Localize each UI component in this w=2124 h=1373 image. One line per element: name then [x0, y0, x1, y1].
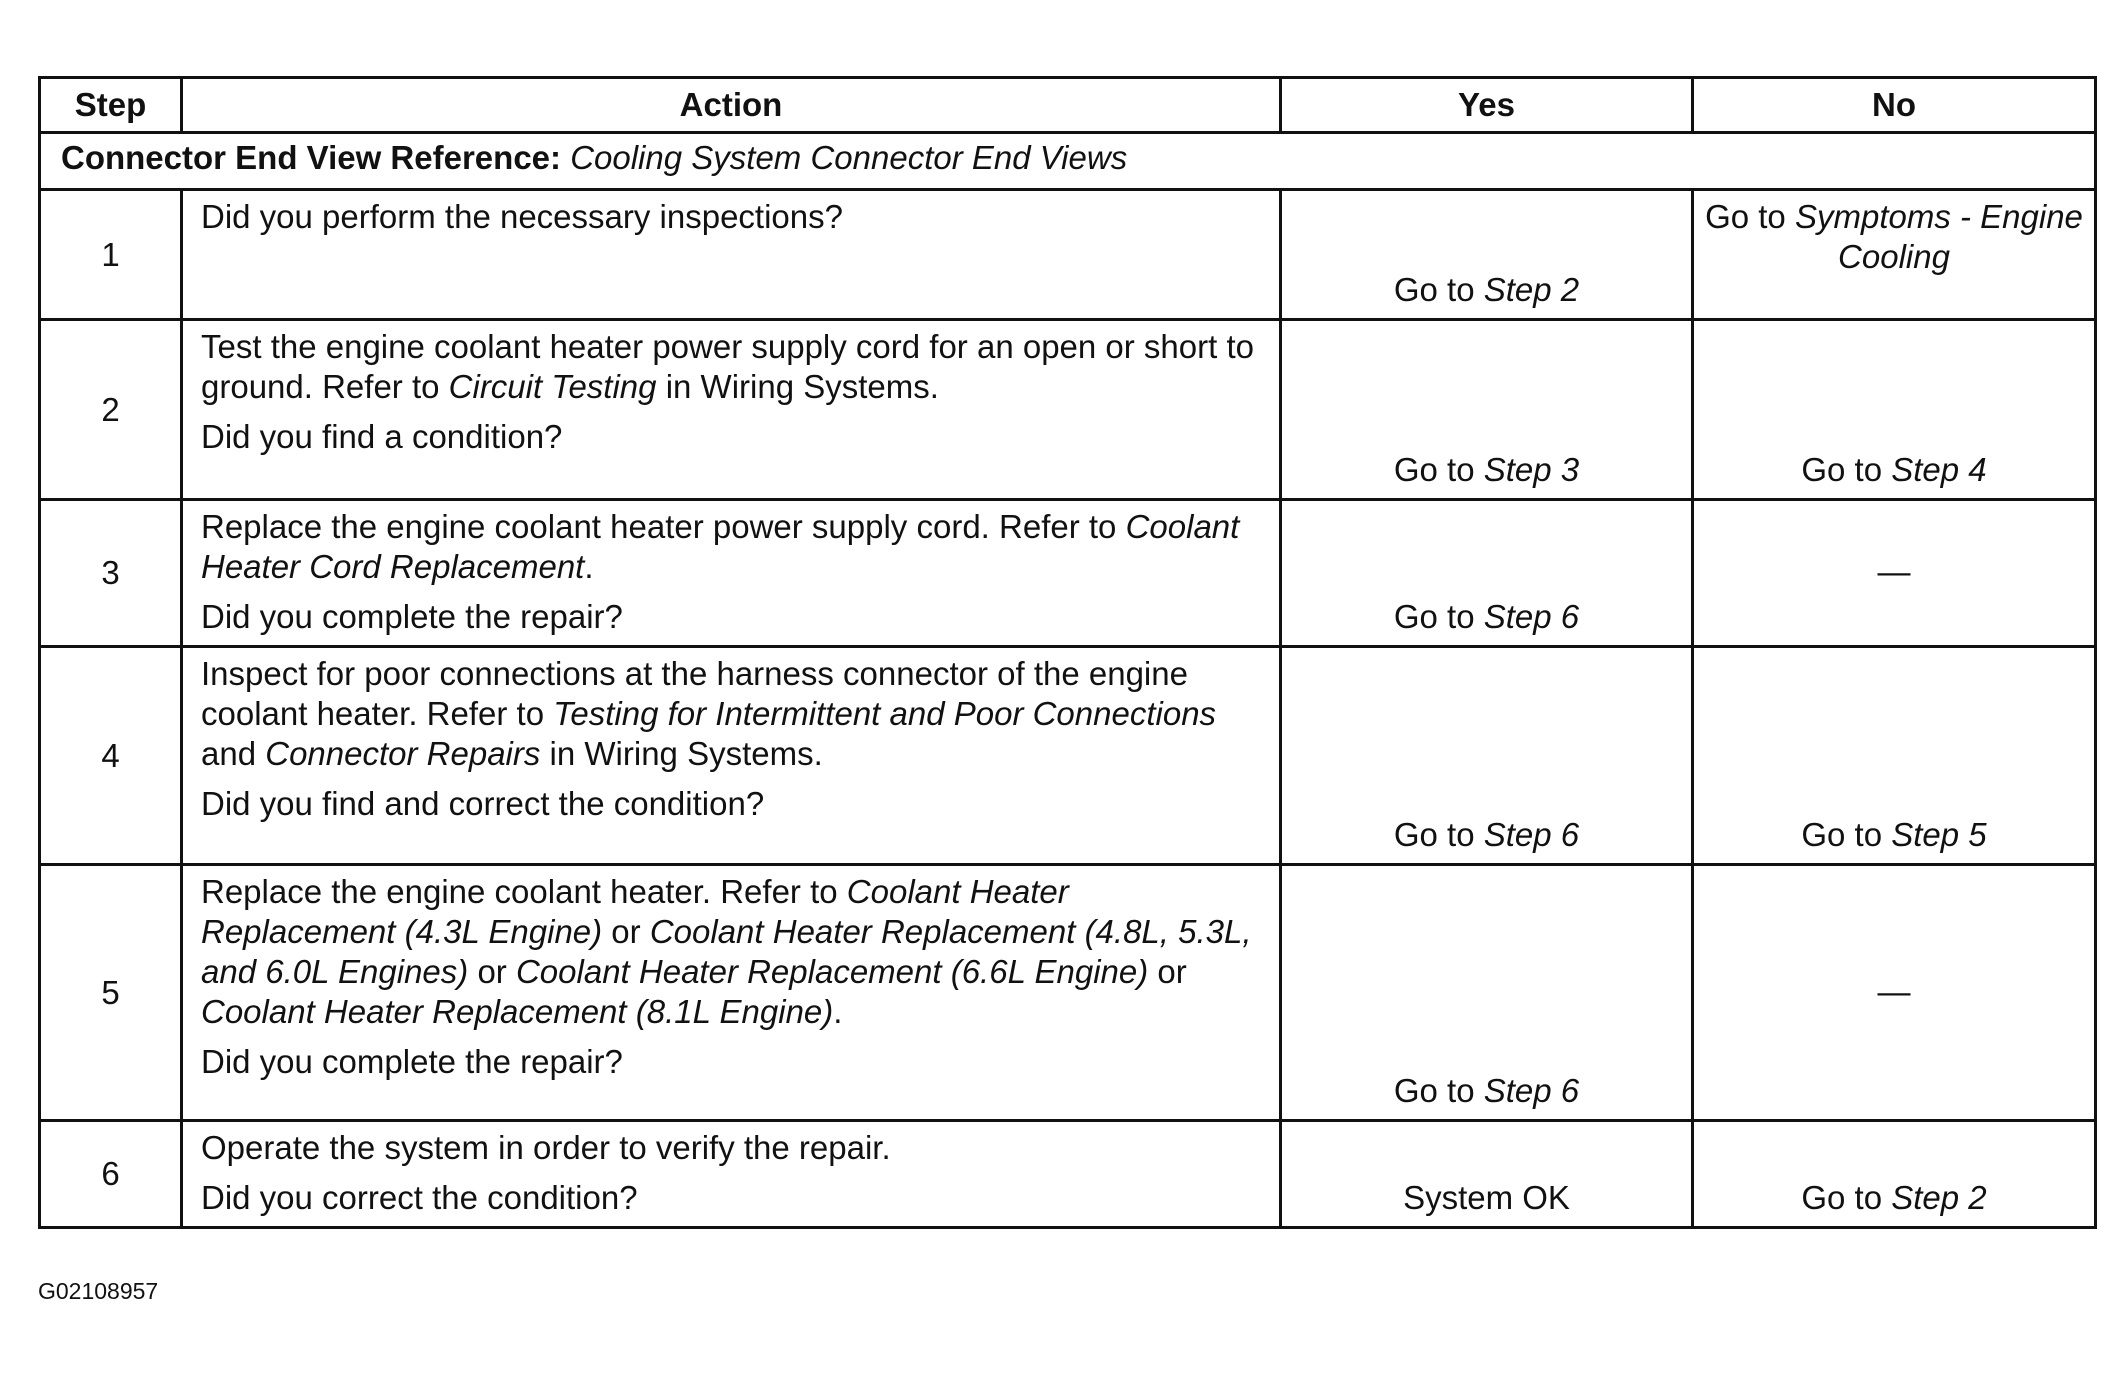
figure-id: G02108957	[38, 1278, 159, 1304]
header-no: No	[1693, 78, 2096, 133]
reference-link[interactable]: Step 6	[1483, 598, 1580, 635]
step-number: 5	[40, 865, 182, 1121]
text-run: Go to	[1393, 451, 1484, 488]
action-cell	[182, 190, 1281, 320]
reference-link[interactable]: Testing for Intermittent and Poor Connections	[553, 695, 1217, 732]
no-cell	[1693, 320, 2096, 500]
text-run: in Wiring Systems.	[656, 368, 939, 405]
action-text	[201, 327, 1263, 407]
text-run: —	[1877, 553, 1911, 590]
text-run: Replace the engine coolant heater power supply cord. Refer to	[201, 508, 1126, 545]
action-text	[201, 197, 1263, 237]
reference-link[interactable]: Coolant Heater Replacement (6.6L Engine)	[515, 953, 1149, 990]
reference-link[interactable]: Step 6	[1483, 816, 1580, 853]
action-question: Did you complete the repair?	[201, 1043, 623, 1080]
reference-link[interactable]: Step 6	[1483, 1072, 1580, 1109]
reference-link[interactable]: Connector Repairs	[265, 735, 541, 772]
table-row	[40, 1121, 2096, 1228]
table-row	[40, 320, 2096, 500]
text-run: or	[1148, 953, 1187, 990]
reference-link[interactable]: Coolant Heater Replacement (4.3L Engine)	[201, 873, 1069, 950]
table-body	[40, 133, 2096, 1228]
step-number: 3	[40, 500, 182, 647]
text-run: Inspect for poor connections at the harness connector of the engine coolant heater. Refer to	[201, 655, 1188, 732]
reference-link[interactable]: Step 2	[1891, 1179, 1987, 1216]
table-row	[40, 647, 2096, 865]
step-number: 4	[40, 647, 182, 865]
text-run: —	[1877, 972, 1911, 1010]
action-cell	[182, 320, 1281, 500]
reference-cell	[40, 133, 2096, 190]
text-run: in Wiring Systems.	[540, 735, 823, 772]
reference-link[interactable]: Step 4	[1891, 451, 1987, 488]
step-number: 2	[40, 320, 182, 500]
no-cell	[1693, 647, 2096, 865]
reference-link[interactable]: Coolant Heater Replacement (4.8L, 5.3L, and 6.0L Engines)	[201, 913, 1252, 990]
action-text	[201, 1128, 1263, 1168]
text-run: Go to	[1801, 451, 1892, 488]
text-run: Operate the system in order to verify the repair.	[201, 1129, 891, 1166]
yes-cell	[1281, 320, 1693, 500]
text-run: Go to	[1801, 1179, 1892, 1216]
text-run: Go to	[1393, 598, 1484, 635]
yes-cell	[1281, 647, 1693, 865]
yes-cell	[1281, 865, 1693, 1121]
text-run: or	[468, 953, 516, 990]
no-cell	[1693, 500, 2096, 647]
yes-cell	[1281, 190, 1693, 320]
header-row	[40, 78, 2096, 133]
table-row	[40, 190, 2096, 320]
reference-link[interactable]: Circuit Testing	[448, 368, 657, 405]
action-text	[201, 872, 1263, 1032]
step-number: 6	[40, 1121, 182, 1228]
action-question: Did you complete the repair?	[201, 598, 623, 635]
text-run: Did you perform the necessary inspections?	[201, 198, 843, 235]
action-cell	[182, 647, 1281, 865]
text-run: Go to	[1393, 271, 1484, 308]
text-run: or	[602, 913, 650, 950]
header-action: Action	[182, 78, 1281, 133]
text-run: Go to	[1801, 816, 1892, 853]
text-run: Go to	[1393, 816, 1484, 853]
action-cell	[182, 500, 1281, 647]
reference-row	[40, 133, 2096, 190]
action-question: Did you correct the condition?	[201, 1179, 638, 1216]
reference-label: Connector End View Reference:	[61, 139, 562, 176]
action-text	[201, 654, 1263, 774]
no-cell	[1693, 865, 2096, 1121]
table-row	[40, 500, 2096, 647]
action-question: Did you find and correct the condition?	[201, 785, 765, 822]
reference-link[interactable]: Step 3	[1483, 451, 1580, 488]
header-yes: Yes	[1281, 78, 1693, 133]
reference-link[interactable]: Cooling System Connector End Views	[570, 139, 1128, 176]
reference-link[interactable]: Coolant Heater Replacement (8.1L Engine)	[201, 993, 834, 1030]
header-step: Step	[40, 78, 182, 133]
text-run: Test the engine coolant heater power supply cord for an open or short to ground. Refer to	[201, 328, 1254, 405]
table-row	[40, 865, 2096, 1121]
action-cell	[182, 865, 1281, 1121]
no-cell	[1693, 1121, 2096, 1228]
action-text	[201, 507, 1263, 587]
text-run: .	[584, 548, 594, 585]
reference-link[interactable]: Coolant Heater Cord Replacement	[201, 508, 1240, 585]
text-run: System OK	[1403, 1179, 1570, 1216]
text-run: Go to	[1393, 1072, 1484, 1109]
reference-link[interactable]: Step 5	[1891, 816, 1987, 853]
text-run: Go to	[1705, 198, 1795, 235]
reference-link[interactable]: Step 2	[1483, 271, 1580, 308]
yes-cell	[1281, 500, 1693, 647]
text-run: and	[201, 735, 266, 772]
text-run: .	[833, 993, 843, 1030]
diagnostic-table	[38, 76, 2097, 1229]
step-number: 1	[40, 190, 182, 320]
reference-link[interactable]: Symptoms - Engine Cooling	[1794, 198, 2083, 275]
text-run: Replace the engine coolant heater. Refer to	[201, 873, 847, 910]
yes-cell	[1281, 1121, 1693, 1228]
no-cell	[1693, 190, 2096, 320]
action-cell	[182, 1121, 1281, 1228]
action-question: Did you find a condition?	[201, 418, 563, 455]
